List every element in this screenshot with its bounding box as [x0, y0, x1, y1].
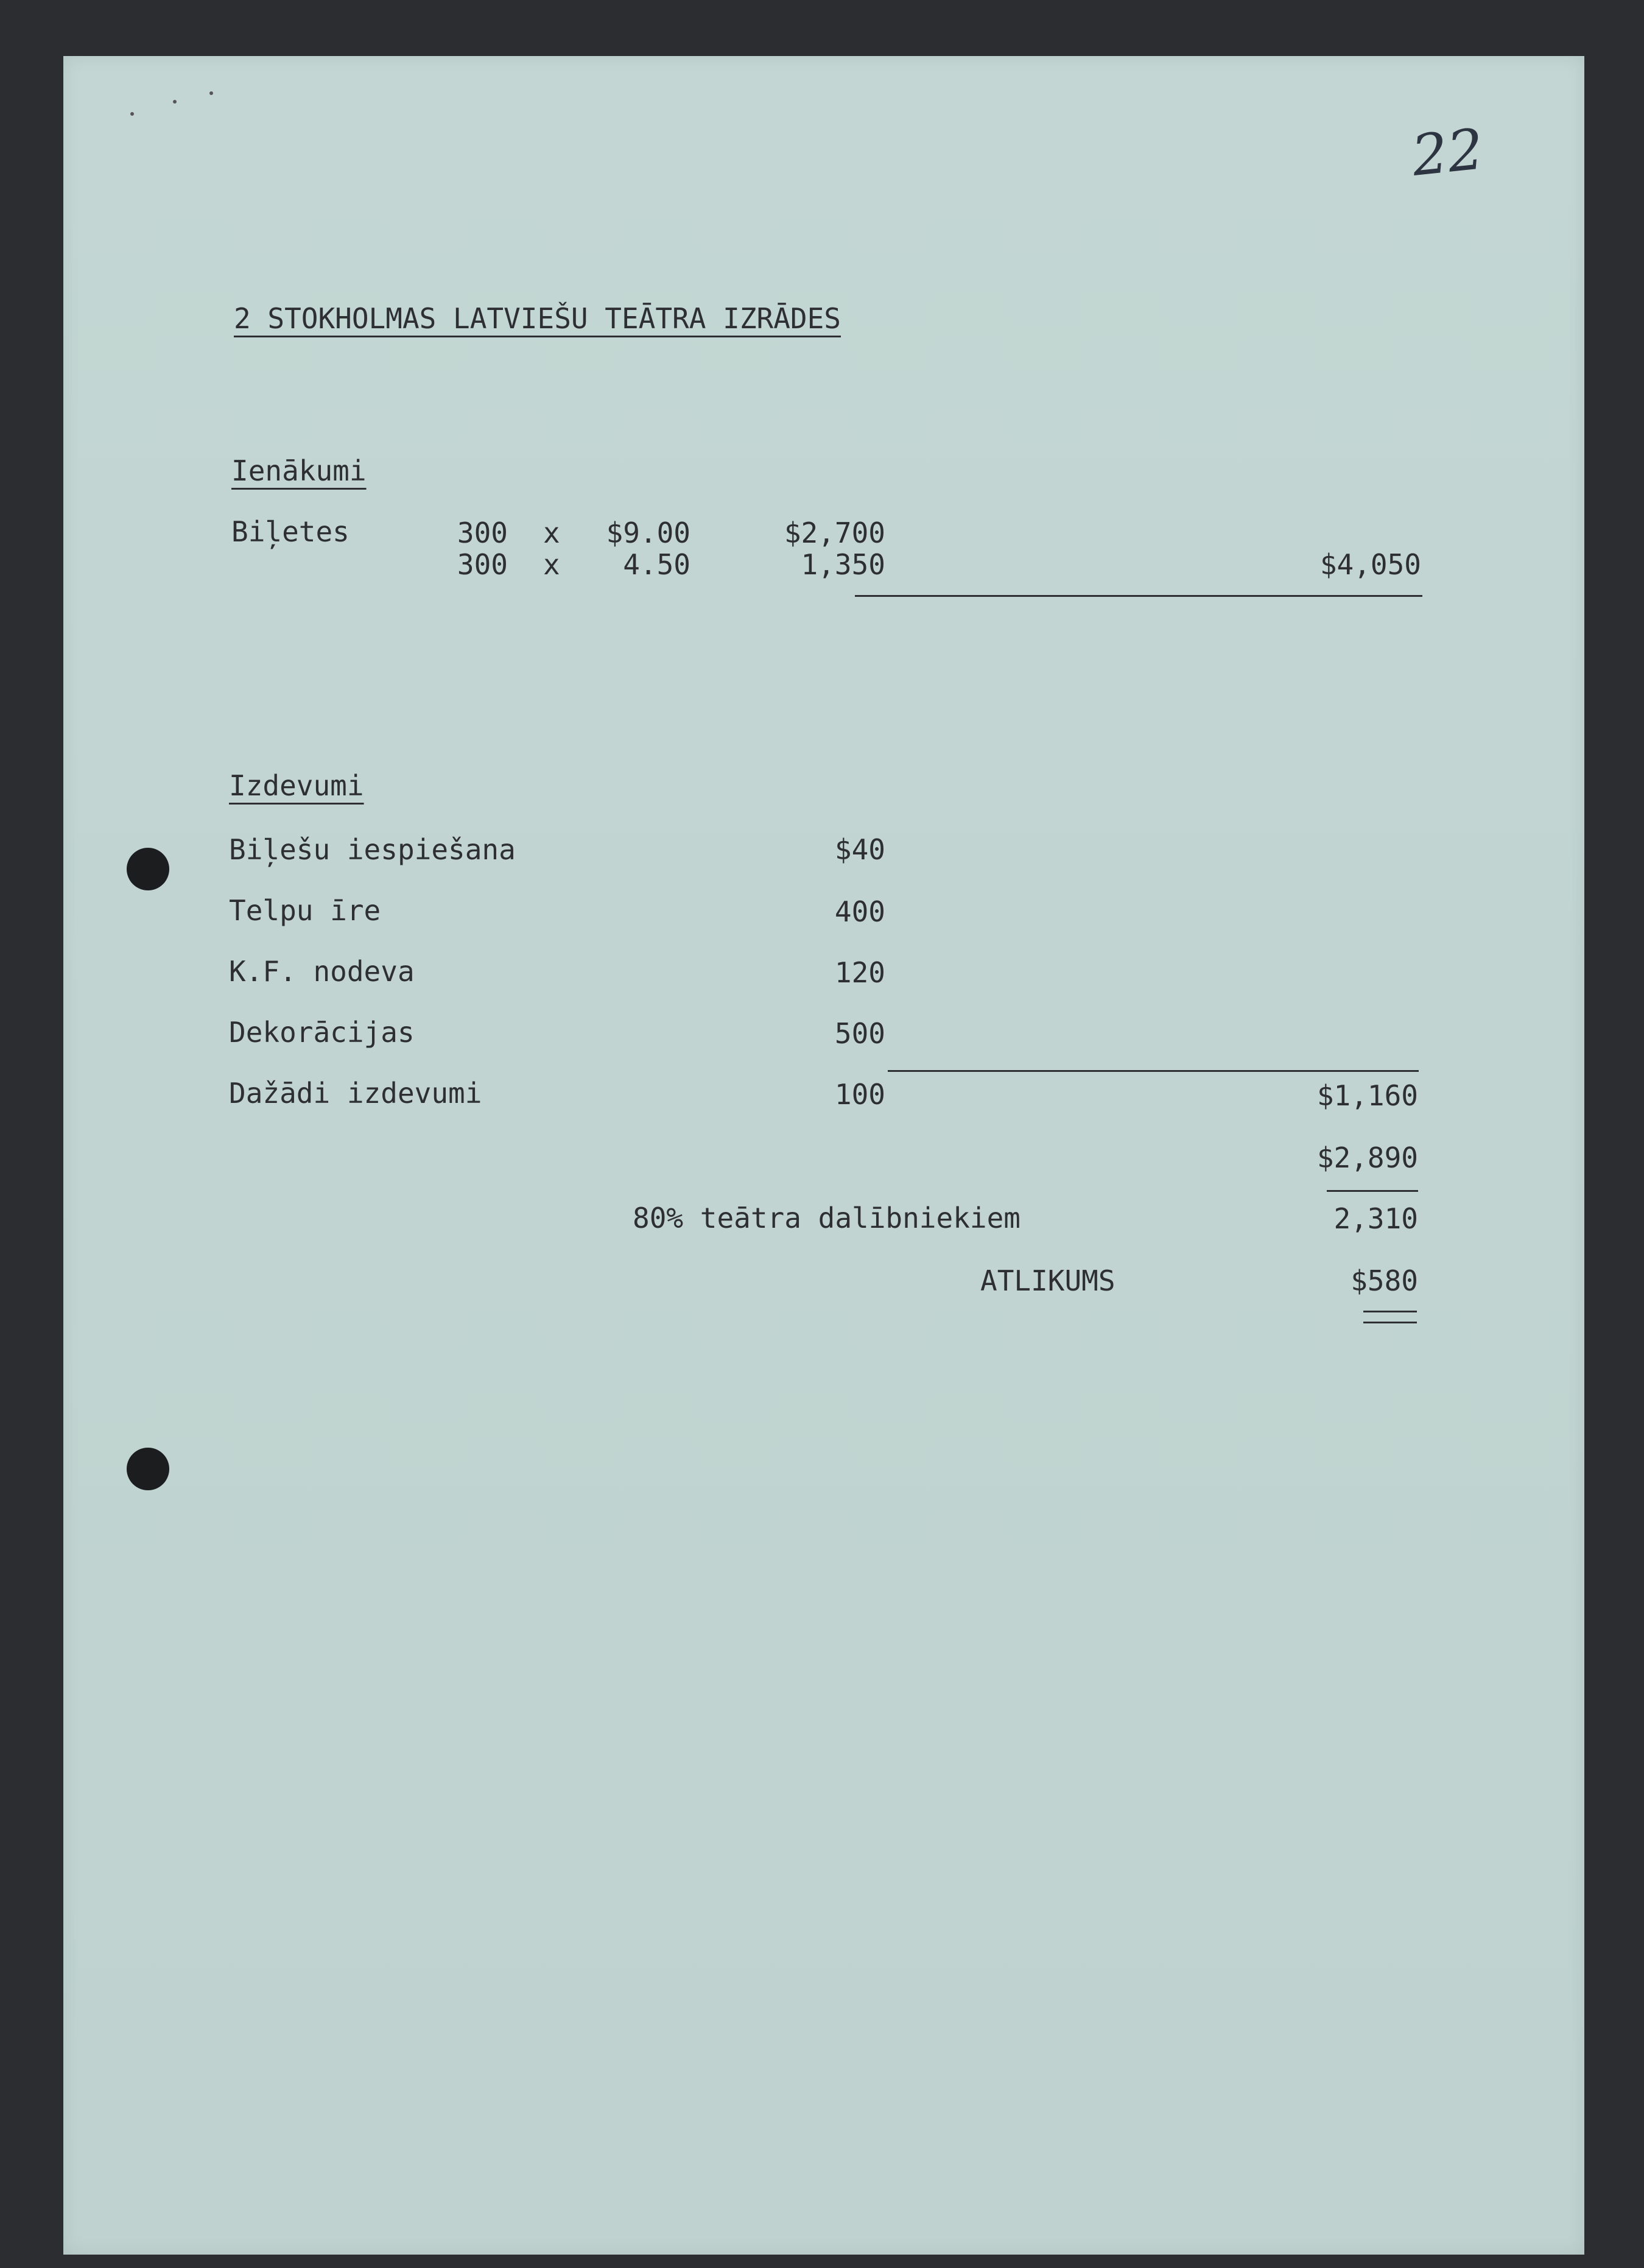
ticket-amount: 1,350 — [801, 548, 885, 581]
punch-hole — [127, 1448, 169, 1490]
tickets-label: Biļetes — [231, 515, 350, 548]
income-total: $4,050 — [1319, 548, 1421, 581]
expense-amount: 500 — [834, 1017, 885, 1050]
expense-label: Dekorācijas — [229, 1016, 415, 1049]
expense-amount: $40 — [834, 833, 885, 866]
ticket-price: $9.00 — [606, 516, 690, 549]
balance-amount: $580 — [1351, 1264, 1418, 1297]
expense-label: Biļešu iespiešana — [229, 833, 516, 866]
ticket-price: 4.50 — [623, 548, 690, 581]
expenses-heading: Izdevumi — [229, 769, 364, 802]
subtotal: $2,890 — [1316, 1141, 1418, 1174]
ticket-qty: 300 — [457, 516, 508, 549]
paper-speck — [173, 100, 177, 104]
income-rule — [855, 595, 1422, 597]
expense-amount: 100 — [834, 1078, 885, 1111]
expense-amount: 400 — [834, 895, 885, 928]
handwritten-page-number: 22 — [1408, 116, 1487, 189]
times-sign: x — [543, 548, 560, 581]
balance-label: ATLIKUMS — [980, 1264, 1115, 1297]
expenses-total: $1,160 — [1316, 1079, 1418, 1112]
times-sign: x — [543, 516, 560, 549]
balance-double-rule — [1363, 1322, 1417, 1323]
paper-speck — [209, 91, 213, 95]
share-label: 80% teātra dalībniekiem — [633, 1202, 1020, 1234]
document-page — [63, 56, 1584, 2255]
share-amount: 2,310 — [1333, 1202, 1418, 1235]
income-heading: Ienākumi — [231, 454, 367, 487]
expenses-rule — [888, 1070, 1419, 1072]
paper-speck — [130, 112, 134, 116]
expense-label: Telpu īre — [229, 894, 381, 927]
ticket-amount: $2,700 — [784, 516, 885, 549]
expense-label: K.F. nodeva — [229, 955, 415, 988]
ticket-qty: 300 — [457, 548, 508, 581]
expense-label: Dažādi izdevumi — [229, 1077, 482, 1110]
expense-amount: 120 — [834, 956, 885, 989]
document-title: 2 STOKHOLMAS LATVIEŠU TEĀTRA IZRĀDES — [234, 302, 841, 335]
share-rule — [1327, 1190, 1418, 1192]
punch-hole — [127, 848, 169, 890]
balance-double-rule — [1363, 1311, 1417, 1312]
